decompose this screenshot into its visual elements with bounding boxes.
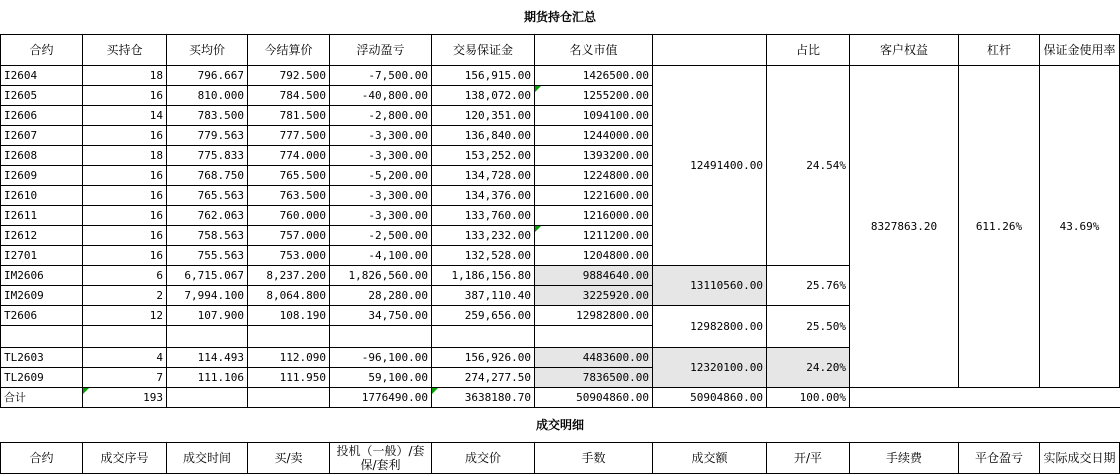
cell-pnl: 28,280.00 — [330, 286, 432, 306]
trade-header-type: 投机（一般）/套保/套利 — [330, 443, 432, 474]
cell-qty: 16 — [83, 206, 167, 226]
cell-margin: 274,277.50 — [432, 368, 535, 388]
cell-settle-price: 108.190 — [248, 306, 330, 326]
cell-qty: 16 — [83, 166, 167, 186]
cell-notional: 1094100.00 — [535, 106, 653, 126]
header-avg-buy-price: 买均价 — [167, 35, 248, 66]
cell-notional: 1211200.00 — [535, 226, 653, 246]
cell-qty — [83, 326, 167, 348]
cell-qty: 6 — [83, 266, 167, 286]
header-margin-usage: 保证金使用率 — [1040, 35, 1120, 66]
cell-settle-price: 111.950 — [248, 368, 330, 388]
cell-settle-price: 8,064.800 — [248, 286, 330, 306]
cell-margin: 133,760.00 — [432, 206, 535, 226]
trade-header-lots: 手数 — [535, 443, 653, 474]
cell-settle-price: 784.500 — [248, 86, 330, 106]
cell-avg-price: 779.563 — [167, 126, 248, 146]
cell-settle-price: 757.000 — [248, 226, 330, 246]
cell-margin: 387,110.40 — [432, 286, 535, 306]
cell-notional: 3225920.00 — [535, 286, 653, 306]
cell-qty: 16 — [83, 186, 167, 206]
cell-qty: 18 — [83, 66, 167, 86]
cell-pnl: -5,200.00 — [330, 166, 432, 186]
header-share: 占比 — [767, 35, 850, 66]
cell-qty: 12 — [83, 306, 167, 326]
header-contract: 合约 — [1, 35, 83, 66]
cell-notional: 1244000.00 — [535, 126, 653, 146]
group-im-subtotal: 13110560.00 — [653, 266, 767, 306]
cell-contract: I2609 — [1, 166, 83, 186]
positions-header-row — [1, 35, 1120, 66]
trade-header-actual-date: 实际成交日期 — [1040, 443, 1120, 474]
cell-pnl: 1,826,560.00 — [330, 266, 432, 286]
cell-notional: 1393200.00 — [535, 146, 653, 166]
cell-contract: IM2609 — [1, 286, 83, 306]
cell-avg-price: 768.750 — [167, 166, 248, 186]
cell-qty: 18 — [83, 146, 167, 166]
cell-avg-price: 783.500 — [167, 106, 248, 126]
cell-avg-price: 796.667 — [167, 66, 248, 86]
cell-pnl: -7,500.00 — [330, 66, 432, 86]
margin-usage: 43.69% — [1040, 66, 1120, 388]
cell-margin: 156,915.00 — [432, 66, 535, 86]
total-pnl: 1776490.00 — [330, 388, 432, 408]
total-row — [1, 388, 1120, 408]
cell-pnl — [330, 326, 432, 348]
cell-pnl: -2,800.00 — [330, 106, 432, 126]
cell-margin — [432, 326, 535, 348]
cell-settle-price: 112.090 — [248, 348, 330, 368]
cell-margin: 120,351.00 — [432, 106, 535, 126]
group-tl-subtotal: 12320100.00 — [653, 348, 767, 388]
cell-qty: 16 — [83, 226, 167, 246]
cell-contract: T2606 — [1, 306, 83, 326]
cell-pnl: -4,100.00 — [330, 246, 432, 266]
cell-contract: I2607 — [1, 126, 83, 146]
cell-settle-price: 753.000 — [248, 246, 330, 266]
total-subtotal: 50904860.00 — [653, 388, 767, 408]
cell-pnl: -3,300.00 — [330, 126, 432, 146]
header-margin: 交易保证金 — [432, 35, 535, 66]
header-notional: 名义市值 — [535, 35, 653, 66]
cell-notional: 1426500.00 — [535, 66, 653, 86]
cell-contract: I2608 — [1, 146, 83, 166]
cell-avg-price: 755.563 — [167, 246, 248, 266]
group-i-subtotal: 12491400.00 — [653, 66, 767, 266]
trade-header-amount: 成交额 — [653, 443, 767, 474]
cell-notional: 1216000.00 — [535, 206, 653, 226]
cell-notional: 1221600.00 — [535, 186, 653, 206]
header-settle-price: 今结算价 — [248, 35, 330, 66]
header-subtotal — [653, 35, 767, 66]
group-t-share: 25.50% — [767, 306, 850, 348]
cell-margin: 134,376.00 — [432, 186, 535, 206]
group-tl-share: 24.20% — [767, 348, 850, 388]
total-empty-tail — [850, 388, 1120, 408]
cell-contract: IM2606 — [1, 266, 83, 286]
cell-avg-price: 765.563 — [167, 186, 248, 206]
cell-notional — [535, 326, 653, 348]
group-t-subtotal: 12982800.00 — [653, 306, 767, 348]
cell-qty: 16 — [83, 126, 167, 146]
cell-notional: 1204800.00 — [535, 246, 653, 266]
header-client-equity: 客户权益 — [850, 35, 959, 66]
cell-margin: 132,528.00 — [432, 246, 535, 266]
cell-contract: I2701 — [1, 246, 83, 266]
cell-pnl: -2,500.00 — [330, 226, 432, 246]
cell-pnl: -40,800.00 — [330, 86, 432, 106]
client-equity: 8327863.20 — [850, 66, 959, 388]
trade-header-time: 成交时间 — [167, 443, 248, 474]
cell-settle-price: 777.500 — [248, 126, 330, 146]
cell-contract: I2606 — [1, 106, 83, 126]
cell-settle-price — [248, 326, 330, 348]
header-leverage: 杠杆 — [959, 35, 1040, 66]
cell-qty: 7 — [83, 368, 167, 388]
cell-margin: 153,252.00 — [432, 146, 535, 166]
cell-contract: I2611 — [1, 206, 83, 226]
cell-notional: 12982800.00 — [535, 306, 653, 326]
group-im-share: 25.76% — [767, 266, 850, 306]
total-label: 合计 — [1, 388, 83, 408]
cell-margin: 259,656.00 — [432, 306, 535, 326]
trade-header-contract: 合约 — [1, 443, 83, 474]
group-i-share: 24.54% — [767, 66, 850, 266]
cell-pnl: -3,300.00 — [330, 206, 432, 226]
cell-settle-price: 774.000 — [248, 146, 330, 166]
cell-avg-price: 775.833 — [167, 146, 248, 166]
trades-title: 成交明细 — [1, 408, 1120, 443]
header-buy-position: 买持仓 — [83, 35, 167, 66]
cell-contract — [1, 326, 83, 348]
cell-contract: I2610 — [1, 186, 83, 206]
cell-notional: 4483600.00 — [535, 348, 653, 368]
cell-contract: TL2603 — [1, 348, 83, 368]
cell-margin: 138,072.00 — [432, 86, 535, 106]
cell-notional: 1255200.00 — [535, 86, 653, 106]
cell-margin: 133,232.00 — [432, 226, 535, 246]
total-empty-settle — [248, 388, 330, 408]
total-notional: 50904860.00 — [535, 388, 653, 408]
trade-header-price: 成交价 — [432, 443, 535, 474]
cell-margin: 134,728.00 — [432, 166, 535, 186]
cell-avg-price: 810.000 — [167, 86, 248, 106]
trade-header-open-close: 开/平 — [767, 443, 850, 474]
positions-title-row — [1, 0, 1120, 35]
cell-pnl: 34,750.00 — [330, 306, 432, 326]
trade-header-seq: 成交序号 — [83, 443, 167, 474]
cell-settle-price: 8,237.200 — [248, 266, 330, 286]
trade-header-close-pnl: 平仓盈亏 — [959, 443, 1040, 474]
cell-avg-price — [167, 326, 248, 348]
total-qty: 193 — [83, 388, 167, 408]
cell-contract: I2612 — [1, 226, 83, 246]
cell-contract: TL2609 — [1, 368, 83, 388]
cell-avg-price: 7,994.100 — [167, 286, 248, 306]
leverage: 611.26% — [959, 66, 1040, 388]
table-row — [1, 66, 1120, 86]
cell-qty: 2 — [83, 286, 167, 306]
trades-header-row — [1, 443, 1120, 474]
cell-margin: 136,840.00 — [432, 126, 535, 146]
cell-qty: 4 — [83, 348, 167, 368]
total-empty-avg — [167, 388, 248, 408]
cell-settle-price: 765.500 — [248, 166, 330, 186]
trade-header-fee: 手续费 — [850, 443, 959, 474]
cell-avg-price: 758.563 — [167, 226, 248, 246]
cell-avg-price: 111.106 — [167, 368, 248, 388]
cell-notional: 1224800.00 — [535, 166, 653, 186]
cell-notional: 9884640.00 — [535, 266, 653, 286]
cell-margin: 1,186,156.80 — [432, 266, 535, 286]
cell-avg-price: 6,715.067 — [167, 266, 248, 286]
cell-avg-price: 114.493 — [167, 348, 248, 368]
cell-pnl: -3,300.00 — [330, 186, 432, 206]
total-share: 100.00% — [767, 388, 850, 408]
cell-avg-price: 762.063 — [167, 206, 248, 226]
cell-margin: 156,926.00 — [432, 348, 535, 368]
cell-pnl: -96,100.00 — [330, 348, 432, 368]
cell-contract: I2605 — [1, 86, 83, 106]
cell-notional: 7836500.00 — [535, 368, 653, 388]
cell-qty: 14 — [83, 106, 167, 126]
cell-qty: 16 — [83, 86, 167, 106]
header-floating-pnl: 浮动盈亏 — [330, 35, 432, 66]
positions-title: 期货持仓汇总 — [1, 0, 1120, 35]
cell-avg-price: 107.900 — [167, 306, 248, 326]
cell-pnl: -3,300.00 — [330, 146, 432, 166]
cell-settle-price: 781.500 — [248, 106, 330, 126]
cell-settle-price: 760.000 — [248, 206, 330, 226]
cell-settle-price: 763.500 — [248, 186, 330, 206]
trades-title-row — [1, 408, 1120, 443]
cell-settle-price: 792.500 — [248, 66, 330, 86]
cell-qty: 16 — [83, 246, 167, 266]
cell-pnl: 59,100.00 — [330, 368, 432, 388]
cell-contract: I2604 — [1, 66, 83, 86]
trade-header-side: 买/卖 — [248, 443, 330, 474]
total-margin: 3638180.70 — [432, 388, 535, 408]
